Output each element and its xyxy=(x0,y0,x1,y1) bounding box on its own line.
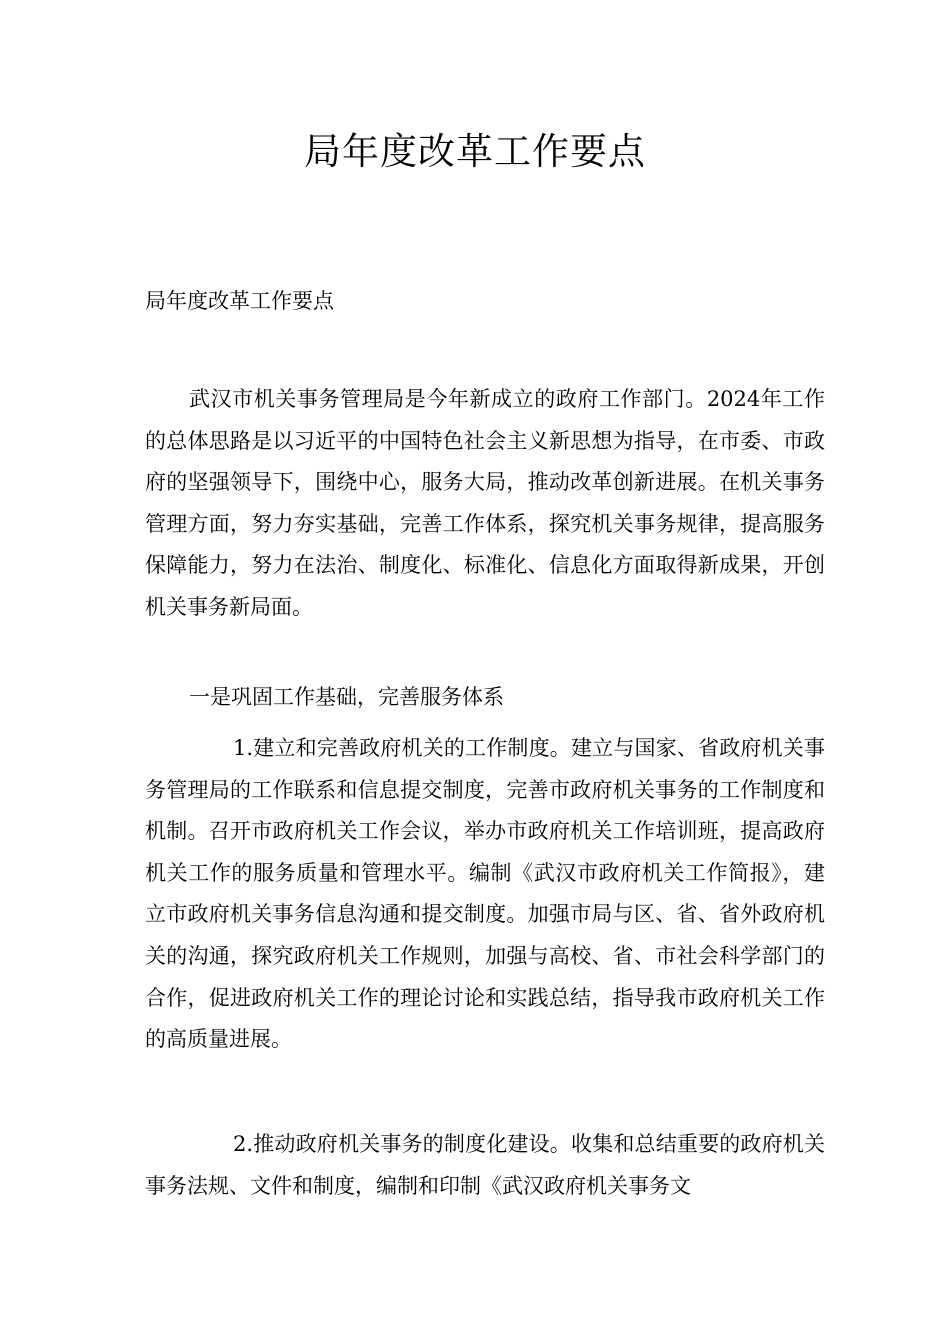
section-heading-1: 一是巩固工作基础，完善服务体系 xyxy=(189,685,504,709)
paragraph-intro: 武汉市机关事务管理局是今年新成立的政府工作部门。2024年工作的总体思路是以习近平的中国特色社会主义新思想为指导，在市委、市政府的坚强领导下，围绕中心，服务大局，推动改革创新进展。在机关事务管理方面，努力夯实基础，完善工作体系，探究机关事务规律，提高服务保障能力，努力在法治、制度化、标准化、信息化方面取得新成果，开创机关事务新局面。 xyxy=(145,387,825,619)
paragraph-item-1: 1.建立和完善政府机关的工作制度。建立与国家、省政府机关事务管理局的工作联系和信息提交制度，完善市政府机关事务的工作制度和机制。召开市政府机关工作会议，举办市政府机关工作培训班，提高政府机关工作的服务质量和管理水平。编制《武汉市政府机关工作简报》，建立市政府机关事务信息沟通和提交制度。加强市局与区、省、省外政府机关的沟通，探究政府机关工作规则，加强与高校、省、市社会科学部门的合作，促进政府机关工作的理论讨论和实践总结，指导我市政府机关工作的高质量进展。 xyxy=(145,736,825,1052)
document-title: 局年度改革工作要点 xyxy=(304,130,646,173)
document-subtitle: 局年度改革工作要点 xyxy=(145,289,334,313)
paragraph-item-2: 2.推动政府机关事务的制度化建设。收集和总结重要的政府机关事务法规、文件和制度，编制和印制《武汉政府机关事务文 xyxy=(145,1132,825,1198)
